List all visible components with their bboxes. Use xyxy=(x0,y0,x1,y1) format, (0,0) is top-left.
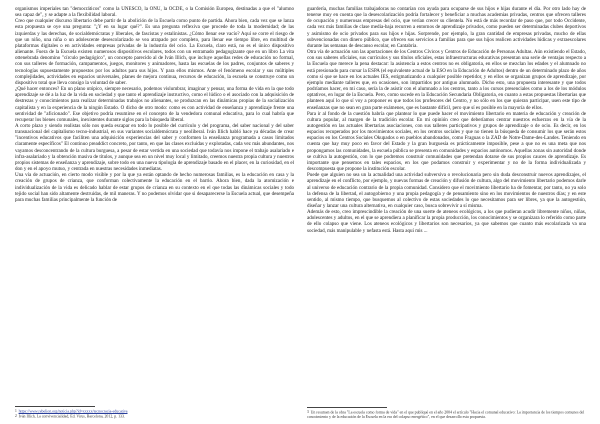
paragraph: Además de esto, creo imprescindible la creación de una suerte de ateneos ecológicos, a los que pudieran acudir libremente niños, niñas, adolescentes y adultos, en el que se aprendiera a planificar la propia producción, los conocimientos y se organizara lo referido como parte de ello colapso que viene. Los ateneos ecológicos y libertarios son necesarios, ya que sabemos que cuanto más escolarizada va una sociedad, más manipulable y nefasta está. Hasta aquí mis ... xyxy=(307,209,586,234)
paragraph: Otra vía de actuación son las aportaciones de los Centros Cívicos y Centros de Educación de Personas Adultas. Aún existiendo el Estado, con sus saberes oficiales, sus currículos y sus títulos oficiales, estas infraestructuras educativas presentan una serie de ventajas respecto a la Escuela que merece la pena destacar: la asistencia a estos centros no es obligatoria, en ellos se mezclan los edades y el alumnado no está presionado para cursar la ESPA (el equivalente actual de la ESO en la Educación de Adultos) dentro de un determinado plazo de años como sí que se hace en los actuales IES, estigmatizando a cualquier posible repetidor, y en ellos se organizan grupos de aprendizaje, por ejemplo mediante talleres que, en ocasiones, son impartidos por antiguo alumnado. Dicho esto, una propuesta interesante y que todos podríamos hacer, en mi caso, sería la de asistir con el alumnado a los centros, tanto a los cursos presenciales como a los de los módulos optativos, en lugar de la Escuela. Pero, como sucede en la Educación Secundaria Obligatoria, en cuanto a estas propuestas libertarias que planteen aquí lo que sí voy a proponer es que todos los profesores del Centro, y no sólo en los que quieran participar, usen este tipo de enseñanzas que no sean en gran parte exámenes, que es bastante difícil, pero que sí es posible en la mayoría de ellos. xyxy=(307,49,586,111)
paragraph: Una vía de actuación, en cierto modo visible y por la que ya están optando de hecho numerosas familias, es la educación en casa y la creación de grupos de crianza, que conforman colectivamente la educación en el barrio. Ahora bien, dada la atomización e individualización de la vida es delicado hablar de estar grupos de crianza en su contexto en el que todas las dinámicas sociales y todo tejido social han sido altamente destruidas, de mil maneras. Y no podemos olvidar que si desaparecerse la Escuela actual, que desempeña para muchas familias principalmente la función de xyxy=(15,172,294,203)
footnote xyxy=(15,414,294,419)
paragraph: A corto plazo y siendo realistas sólo nos queda escapar en todo lo posible del currículo y del programa, del saber nacional y del saber transnacional del capitalismo tecno-industrial, en sus variantes socialdemócrata y neoliberal. Iván Illich habló hace ya décadas de crear "incentivos educativos que faciliten una adquisición experiencias del saber y conformen la enseñanza programada a casos limitados claramente específicos" El continuo preaddict concreto, por tanto, en que las clases excluidas y explotadas, cada vez más abundantes, nos vayamos desconcentrando de la cultura burguesa, a pesar de estar vertida en una sociedad que todavía nos impone el trabajo asalariado e infra-asalariado y la obtención masiva de títulos, y aunque sea en un nivel muy local y limitado, creemos nuestra propia cultura y nuestros propios sistemas de enseñanza y aprendizaje, sobre todo en una nueva tipología de aprendizaje basado en el placer, en la curiosidad, en el don y en el apoyo mutuo, y centrada en nuestras necesidades inmediatas. xyxy=(15,122,294,173)
footnote-link[interactable]: https://www.rebelion.org/noticia.php?id=xxxxx/tecnocracia-educativa xyxy=(18,409,128,414)
left-column-body xyxy=(15,6,294,403)
right-footnotes xyxy=(307,406,586,420)
footnote-number: 3 xyxy=(307,409,309,414)
footnote-text: Iván Illich, La convivencialidad, Ed. Virus, Barcelona, 2012, p. 133. xyxy=(18,414,125,419)
paragraph: guardería, muchas familias trabajadoras no contarían con ayuda para ocuparse de sus hijos e hijas durante el día. Por otro lado hay de tenerse muy en cuenta que la desescolarización podría fortalecer y beneficiar a muchas academias privadas, centros que ofrecen talleres de ocupación y numerosas empresas del ocio, que verían crecer su clientela. No está de más recordar de paso que, por todo Occidente, cada vez más familias de clase media-baja recurren a entornos de aprendizaje privados, como pueden ser determinadas clubes deportivos y asimismo de ocio privados para sus hijos e hijas. Sorprende, por ejemplo, la gran cantidad de empresas privadas, mucho de ellas subvencionadas con dinero público, que ofrecen sus servicios a familias para que sus hijos realicen actividades lúdicas y extraescolares durante las semanas de descanso escolar, en Cantabria. xyxy=(307,6,586,49)
paragraph: Creo que cualquier discurso libertario debe partir de la abolición de la Escuela como punto de partida. Ahora bien, cada vez que se lanza esta propuesta se oye una pregunta: "¿Y en su lugar qué?". Es una pregunta reflexiva que procede de toda la modernidad; de las izquierdas y las derechas, de socialdemócratas y liberales, de fascistas y estalinistas. ¿Cómo llenar ese vacío? Aquí se corre el riesgo de que un niño, una niña o un adolescente desescolarizado se vea atrapado por completo, para llenar ese tiempo libre, en multitud de plataformas digitales o en actividades empresas privadas de la industria del ocio. La Escuela, claro está, no es el único dispositivo alienante. Fuera de la Escuela existen numerosos dispositivos escolares, todos con un entramado pedagogizante que en un libro La vita ottenebrada denomino "círculo pedagógico", un concepto parecido al de Iván Illich, que incluye aquellas redes de educación no formal, con sus talleres de formación, campamentos, juegos, monitores y animadores, hasta las escuelas de los padres, conjuntos de saberes y tecnologías supuestamente propuestos por los adultos para sus hijos. Y para ellos mismos. Ante el fenómeno escolar y sus múltiples complejidades, actividades en espacios universales, planes de mejora continua, recursos de educación, la escuela se construye como un dispositivo total que lleva consigo la voluntad de saber. xyxy=(15,18,294,86)
paragraph: organismos imperiales tan "democráticos" como la UNESCO, la ONU, la OCDE, o la Comisión Europea, destinadas a que el "alumno sea capaz de", y se adapte a la flexibilidad laboral. xyxy=(15,6,294,19)
left-footnotes xyxy=(15,405,294,420)
paragraph: Para ir al fondo de la cuestión habría que plantear lo que puede hacer el movimiento libertario en materia de educación y creación de cultura popular, al margen de la tradición escolar. En mi opinión creo que deberíamos centrar nuestros esfuerzos en la vía de la autogestión en las actuales libertarias asociaciones, con sus talleres participativos y grupos de aprendizaje o de ocio. Es decir, en los espacios recuperados por los movimientos sociales, en los centros sociales y que no tienen la búsqueda de consumir los que serán estos espacios en los Centros Sociales Okupados o en pueblos abandonados, como Fraguas o la ZAD de Notre-Dame-des-Landes. Teniendo en cuenta que hay muy poco en favor del Estado y la gran burguesía es prácticamente imposible, pese a que no es una meta que nos propongamos las comunidades, la escuela pública se presenta en comunidades y espacios autónomos. Aquellas zonas sin autoridad donde se cultiva la autogestión, con lo que podremos construir comunidades que pretendan dotarse de sus propios cauces de aprendizaje. Es importante que pensemos en tales espacios, en los que podamos construir y experimentar y no de la forma individualizada y descompuesta que propone la institución escolar. xyxy=(307,110,586,173)
footnote xyxy=(15,409,294,414)
left-column xyxy=(15,6,294,420)
two-column-layout xyxy=(15,6,586,420)
paragraph: Puede que alguien no sea un la actualidad una actividad subversiva o revolucionaria pero sin duda desconstruir nuevos aprendizajes, el aprendizaje en el conflicto, por ejemplo, y nuevas formas de creación y difusión de cultura, algo del movimiento libertario podemos darle al universo de educación contrario de la propia comunidad. Considero que el movimiento libertario ha de fomentar, por tanto, no ya solo la defensa de la libertad, el autogobierno y una propia pedagogía y de pensamiento sino en los movimientos de nuestros días; y en este sentido, al mismo tiempo, que busquemos al colectivo de estas sociedades lo que necesitamos para ser libres, ya que la autogestión, diseñar y lanzar una cultura alternativa, en cualquier caso, busca sobrevivir a sí misma. xyxy=(307,172,586,209)
footnote-number: 1 xyxy=(15,408,17,413)
footnote-divider xyxy=(15,406,95,407)
right-column-body xyxy=(307,6,586,404)
right-column xyxy=(307,6,586,420)
footnote xyxy=(307,410,586,420)
footnote-divider xyxy=(307,407,387,408)
footnote-number: 2 xyxy=(15,414,17,419)
paragraph: ¿Qué hacer entonces? En un plano utópico, siempre necesario, podemos vislumbrar, imaginar y pensar, una forma de vida en la que todo aprendizaje se dé a la luz de la vida en sociedad y que tanto el aprendizaje instructivo, como el lúdico o el asociado con la adquisición de destrezas y conocimientos para realizar determinadas trabajos no alienantes, se produzcan en las dinámicas propias de la socialización capitalista y en la experiencia de la ningún Estado. O dicho de otro modo: como es con actividad de enseñanza y aprendizaje frente una sentividad de "aficionado". Ese objetivo podría resumirse en el concepto de la vendedora comunal educativa, para lo cual habría que recuperar los bienes comunales, inexistentes durante siglos para la búsqueda liberal. xyxy=(15,86,294,123)
footnote-text: Un resumen de la obra "La escuela como forma de vida" en el que publiqué en el año 2004 el artículo "Hacia el comunal educativo: La importancia de los tiempos comunes del conocimiento y de la educación de la Escuela en la era del colapso energético", en el que desarrollo esta propuesta. xyxy=(307,410,585,419)
